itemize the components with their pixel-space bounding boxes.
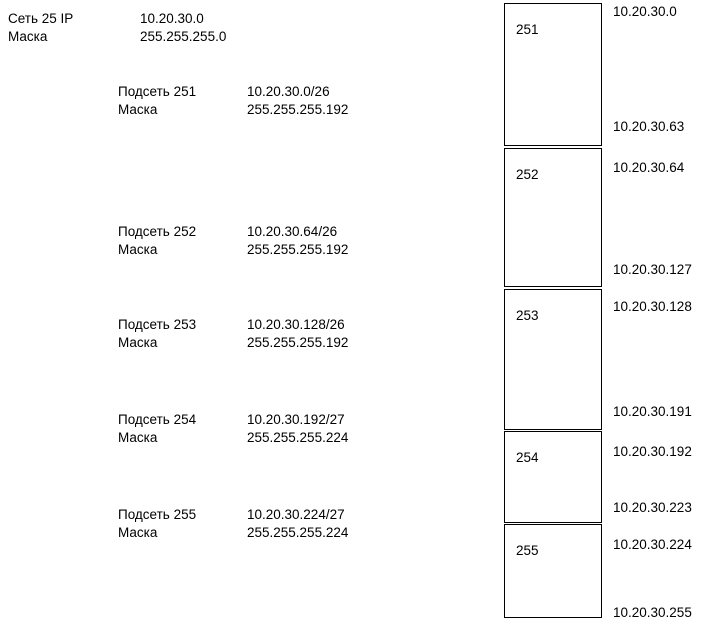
subnet-box-251 (504, 3, 602, 146)
subnet-mask-label: Маска (118, 242, 158, 257)
subnet-cidr: 10.20.30.224/27 (247, 507, 345, 522)
subnet-label: Подсеть 253 (118, 317, 197, 332)
subnet-mask-label: Маска (118, 525, 158, 540)
subnet-cidr: 10.20.30.0/26 (247, 84, 330, 99)
subnet-info-254 (118, 411, 348, 447)
subnet-cidr: 10.20.30.128/26 (247, 317, 345, 332)
subnet-box-252 (504, 148, 602, 287)
subnet-box-number: 251 (516, 22, 539, 37)
subnet-label: Подсеть 254 (118, 412, 197, 427)
subnet-box-number: 254 (516, 450, 539, 465)
ip-boundary-label: 10.20.30.192 (613, 444, 692, 459)
subnet-label: Подсеть 255 (118, 507, 197, 522)
ip-boundary-label: 10.20.30.64 (613, 160, 685, 175)
subnet-cidr-row (118, 83, 348, 101)
subnet-mask-label: Маска (118, 430, 158, 445)
subnet-label: Подсеть 252 (118, 224, 197, 239)
subnet-mask-value: 255.255.255.192 (247, 102, 349, 117)
network-info (8, 10, 226, 46)
ip-boundary-label: 10.20.30.127 (613, 262, 692, 277)
subnet-info-252 (118, 223, 348, 259)
network-mask-label: Маска (8, 29, 48, 44)
subnet-box-255 (504, 524, 602, 618)
ip-boundary-label: 10.20.30.255 (613, 605, 692, 620)
ip-boundary-label: 10.20.30.191 (613, 404, 692, 419)
subnet-mask-value: 255.255.255.192 (247, 335, 349, 350)
subnet-info-251 (118, 83, 348, 119)
subnet-mask-row (118, 334, 348, 352)
subnet-cidr-row (118, 411, 348, 429)
network-address-row (8, 10, 226, 28)
subnet-mask-row (118, 429, 348, 447)
subnet-info-255 (118, 506, 348, 542)
network-address: 10.20.30.0 (140, 11, 204, 26)
subnet-cidr-row (118, 223, 348, 241)
subnet-box-253 (504, 289, 602, 430)
subnet-mask-label: Маска (118, 102, 158, 117)
subnet-cidr-row (118, 506, 348, 524)
ip-boundary-label: 10.20.30.128 (613, 299, 692, 314)
subnet-cidr: 10.20.30.192/27 (247, 412, 345, 427)
network-mask-value: 255.255.255.0 (140, 29, 227, 44)
network-label: Сеть 25 IP (8, 11, 74, 26)
subnet-info-253 (118, 316, 348, 352)
ip-boundary-label: 10.20.30.224 (613, 537, 692, 552)
subnet-mask-value: 255.255.255.224 (247, 430, 349, 445)
subnet-mask-value: 255.255.255.224 (247, 525, 349, 540)
subnet-mask-row (118, 241, 348, 259)
subnet-cidr: 10.20.30.64/26 (247, 224, 338, 239)
ip-boundary-label: 10.20.30.0 (613, 4, 677, 19)
subnet-mask-label: Маска (118, 335, 158, 350)
subnet-box-number: 253 (516, 308, 539, 323)
subnet-mask-row (118, 101, 348, 119)
subnet-label: Подсеть 251 (118, 84, 197, 99)
subnet-mask-row (118, 524, 348, 542)
subnet-box-number: 255 (516, 543, 539, 558)
ip-boundary-label: 10.20.30.63 (613, 119, 685, 134)
subnet-box-number: 252 (516, 167, 539, 182)
network-mask-row (8, 28, 226, 46)
subnet-mask-value: 255.255.255.192 (247, 242, 349, 257)
ip-boundary-label: 10.20.30.223 (613, 500, 692, 515)
subnet-cidr-row (118, 316, 348, 334)
subnet-box-254 (504, 431, 602, 523)
